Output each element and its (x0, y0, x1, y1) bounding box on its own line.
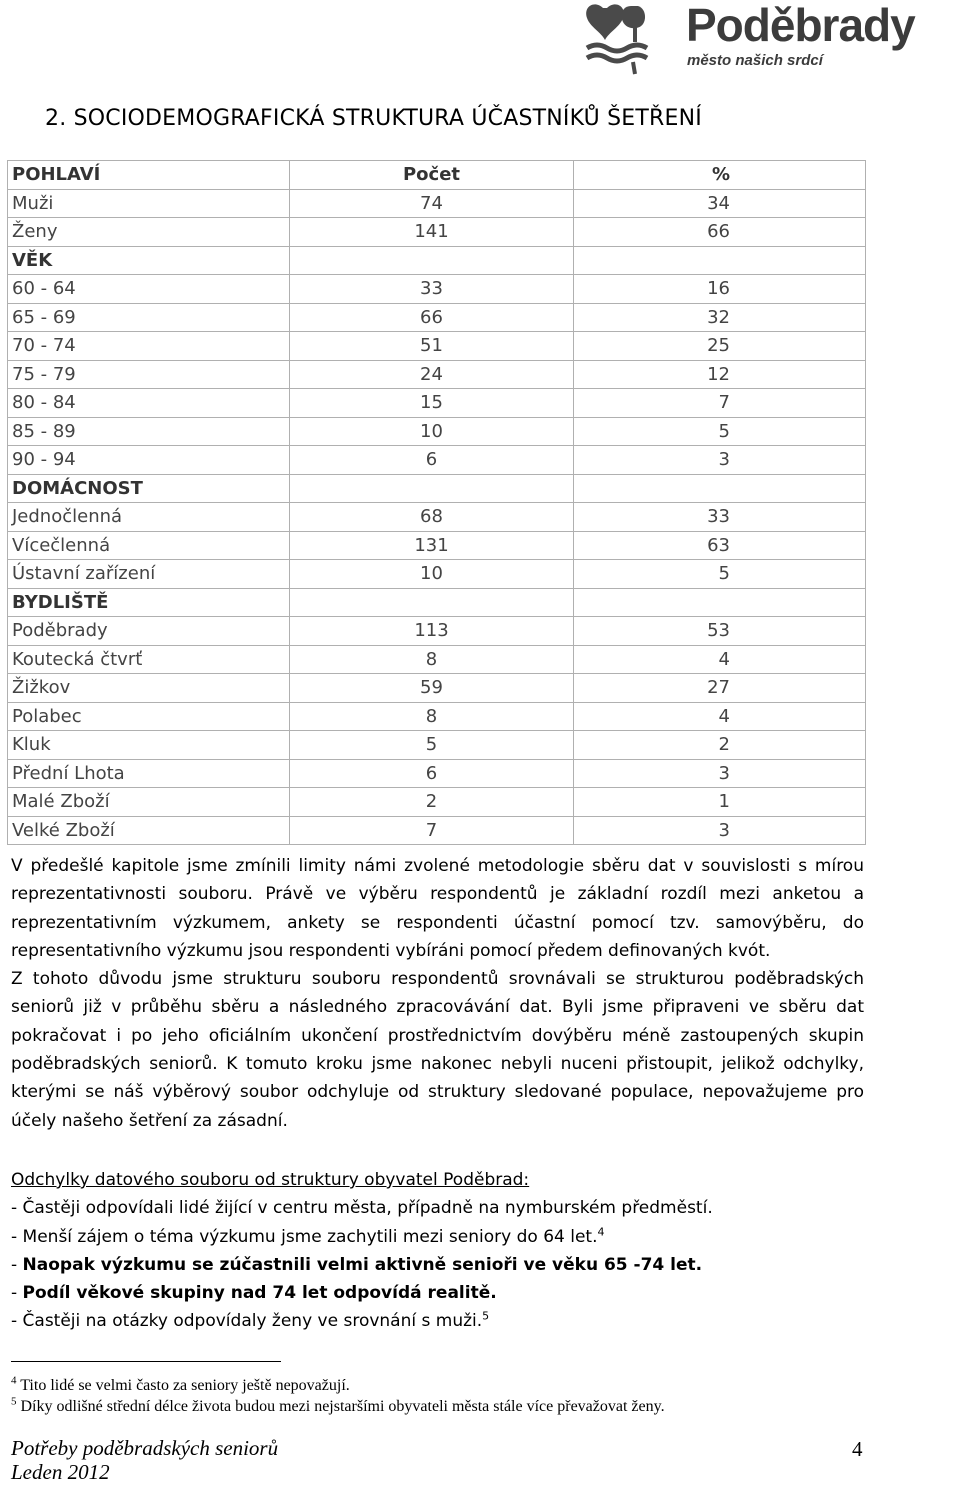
row-label: Žižkov (8, 674, 290, 703)
row-count: 7 (290, 816, 574, 845)
logo-slogan: město našich srdcí (687, 52, 823, 69)
footnote-text: Tito lidé se velmi často za seniory ještě nepovažují. (20, 1377, 350, 1394)
deviation-item (11, 1223, 864, 1251)
row-count: 10 (290, 560, 574, 589)
header-category: POHLAVÍ (8, 161, 290, 190)
row-label: 90 - 94 (8, 446, 290, 475)
row-count: 33 (290, 275, 574, 304)
row-percent: 12 (574, 360, 866, 389)
row-label: Přední Lhota (8, 759, 290, 788)
row-count: 6 (290, 446, 574, 475)
footnote-5 (11, 1395, 665, 1416)
row-label: Ústavní zařízení (8, 560, 290, 589)
footnote-number: 5 (11, 1395, 17, 1408)
deviation-text: - Častěji odpovídali lidé žijící v centru města, případně na nymburském předměstí. (11, 1198, 713, 1219)
row-percent (574, 246, 866, 275)
row-count: 5 (290, 731, 574, 760)
table-row (8, 503, 866, 532)
table-row (8, 360, 866, 389)
table-row (8, 417, 866, 446)
row-count: 113 (290, 617, 574, 646)
page-number: 4 (852, 1437, 863, 1461)
deviation-item (11, 1194, 864, 1222)
footer-title: Potřeby poděbradských seniorů (11, 1436, 279, 1460)
row-count (290, 474, 574, 503)
row-label: DOMÁCNOST (8, 474, 290, 503)
table-row (8, 560, 866, 589)
methodology-text (11, 852, 864, 1135)
row-label: VĚK (8, 246, 290, 275)
deviation-text: Podíl věkové skupiny nad 74 let odpovídá realitě. (22, 1283, 497, 1304)
deviation-text: Naopak výzkumu se zúčastnili velmi aktivně senioři ve věku 65 -74 let. (22, 1254, 703, 1275)
row-label: 85 - 89 (8, 417, 290, 446)
table-row (8, 303, 866, 332)
row-percent: 2 (574, 731, 866, 760)
row-label: Velké Zboží (8, 816, 290, 845)
row-percent: 7 (574, 389, 866, 418)
row-percent: 4 (574, 702, 866, 731)
row-percent: 5 (574, 560, 866, 589)
table-row (8, 531, 866, 560)
deviations-heading: Odchylky datového souboru od struktury obyvatel Poděbrad: (11, 1170, 530, 1190)
footnote-text: Díky odlišné střední délce života budou mezi nejstaršími obyvateli města stále více převažovat ženy. (20, 1398, 665, 1415)
table-row (8, 275, 866, 304)
table-section-row (8, 588, 866, 617)
footnote-reference: 4 (597, 1224, 605, 1238)
row-count: 24 (290, 360, 574, 389)
footnote-number: 4 (11, 1374, 17, 1387)
row-label: Poděbrady (8, 617, 290, 646)
row-label: Jednočlenná (8, 503, 290, 532)
footnote-4 (11, 1374, 350, 1395)
sociodemographic-table (7, 160, 866, 845)
row-percent: 66 (574, 218, 866, 247)
row-count: 74 (290, 189, 574, 218)
row-count: 59 (290, 674, 574, 703)
table-row (8, 189, 866, 218)
city-logo (583, 0, 960, 78)
row-count: 6 (290, 759, 574, 788)
row-label: Muži (8, 189, 290, 218)
row-label: Polabec (8, 702, 290, 731)
row-percent: 3 (574, 816, 866, 845)
row-count: 68 (290, 503, 574, 532)
footnote-divider (11, 1361, 281, 1362)
row-percent: 3 (574, 446, 866, 475)
deviation-text: - Častěji na otázky odpovídaly ženy ve srovnání s muži. (11, 1311, 483, 1332)
row-label: Ženy (8, 218, 290, 247)
footnote-reference: 5 (482, 1309, 490, 1323)
row-count: 8 (290, 702, 574, 731)
row-percent: 27 (574, 674, 866, 703)
row-percent: 16 (574, 275, 866, 304)
row-percent: 25 (574, 332, 866, 361)
row-label: 70 - 74 (8, 332, 290, 361)
row-percent: 63 (574, 531, 866, 560)
row-count: 66 (290, 303, 574, 332)
row-percent: 53 (574, 617, 866, 646)
row-percent: 5 (574, 417, 866, 446)
row-label: 80 - 84 (8, 389, 290, 418)
row-count: 141 (290, 218, 574, 247)
table-row (8, 389, 866, 418)
logo-wordmark: Poděbrady (686, 0, 915, 51)
table-row (8, 816, 866, 845)
row-count: 10 (290, 417, 574, 446)
table-row (8, 731, 866, 760)
row-count: 131 (290, 531, 574, 560)
deviation-bullet: - (11, 1254, 23, 1275)
row-label: Kluk (8, 731, 290, 760)
row-percent (574, 588, 866, 617)
row-percent: 4 (574, 645, 866, 674)
row-percent (574, 474, 866, 503)
row-count: 15 (290, 389, 574, 418)
table-row (8, 759, 866, 788)
deviation-bullet: - (11, 1283, 23, 1304)
deviations-block (11, 1166, 864, 1336)
row-percent: 1 (574, 788, 866, 817)
row-percent: 3 (574, 759, 866, 788)
row-label: Vícečlenná (8, 531, 290, 560)
table-section-row (8, 474, 866, 503)
table-row (8, 617, 866, 646)
header-count: Počet (290, 161, 574, 190)
section-title: 2. SOCIODEMOGRAFICKÁ STRUKTURA ÚČASTNÍKŮ ŠETŘENÍ (45, 106, 702, 131)
row-count: 8 (290, 645, 574, 674)
row-count (290, 588, 574, 617)
deviation-item (11, 1251, 864, 1279)
deviation-text: - Menší zájem o téma výzkumu jsme zachytili mezi seniory do 64 let. (11, 1226, 598, 1247)
row-label: 75 - 79 (8, 360, 290, 389)
table-row (8, 788, 866, 817)
header-percent: % (574, 161, 866, 190)
row-percent: 32 (574, 303, 866, 332)
paragraph-sampling: V předešlé kapitole jsme zmínili limity námi zvolené metodologie sběru dat v souvislosti s mírou reprezentativnosti souboru. Právě ve výběru respondentů je základní rozdíl mezi anketou a reprezentativním výzkumem, ankety se respondenti účastní pomocí tzv. samovýběru, do representativního výzkumu jsou respondenti vybíráni pomocí předem definovaných kvót. (11, 856, 864, 961)
row-label: Malé Zboží (8, 788, 290, 817)
row-label: BYDLIŠTĚ (8, 588, 290, 617)
row-count (290, 246, 574, 275)
row-percent: 33 (574, 503, 866, 532)
row-count: 2 (290, 788, 574, 817)
table-row (8, 332, 866, 361)
table-row (8, 645, 866, 674)
table-row (8, 446, 866, 475)
table-row (8, 674, 866, 703)
table-section-row (8, 246, 866, 275)
row-label: 60 - 64 (8, 275, 290, 304)
paragraph-structure: Z tohoto důvodu jsme strukturu souboru respondentů srovnávali se strukturou poděbradských seniorů již v průběhu sběru a následného zpracovávání dat. Byli jsme připraveni ve sběru dat pokračovat i po jeho oficiálním ukončení prostřednictvím dovýběru méně zastoupených skupin poděbradských seniorů. K tomuto kroku jsme nakonec nebyli nuceni přistoupit, jelikož odchylky, kterými se náš výběrový soubor odchyluje od struktury sledované populace, nepovažujeme pro účely našeho šetření za zásadní. (11, 969, 864, 1131)
deviation-item (11, 1307, 864, 1335)
row-label: Koutecká čtvrť (8, 645, 290, 674)
row-percent: 34 (574, 189, 866, 218)
row-count: 51 (290, 332, 574, 361)
heart-wave-icon (583, 0, 683, 78)
table-row (8, 218, 866, 247)
table-row (8, 702, 866, 731)
footer-date: Leden 2012 (11, 1460, 110, 1484)
table-header-row (8, 161, 866, 190)
deviation-item (11, 1279, 864, 1307)
row-label: 65 - 69 (8, 303, 290, 332)
